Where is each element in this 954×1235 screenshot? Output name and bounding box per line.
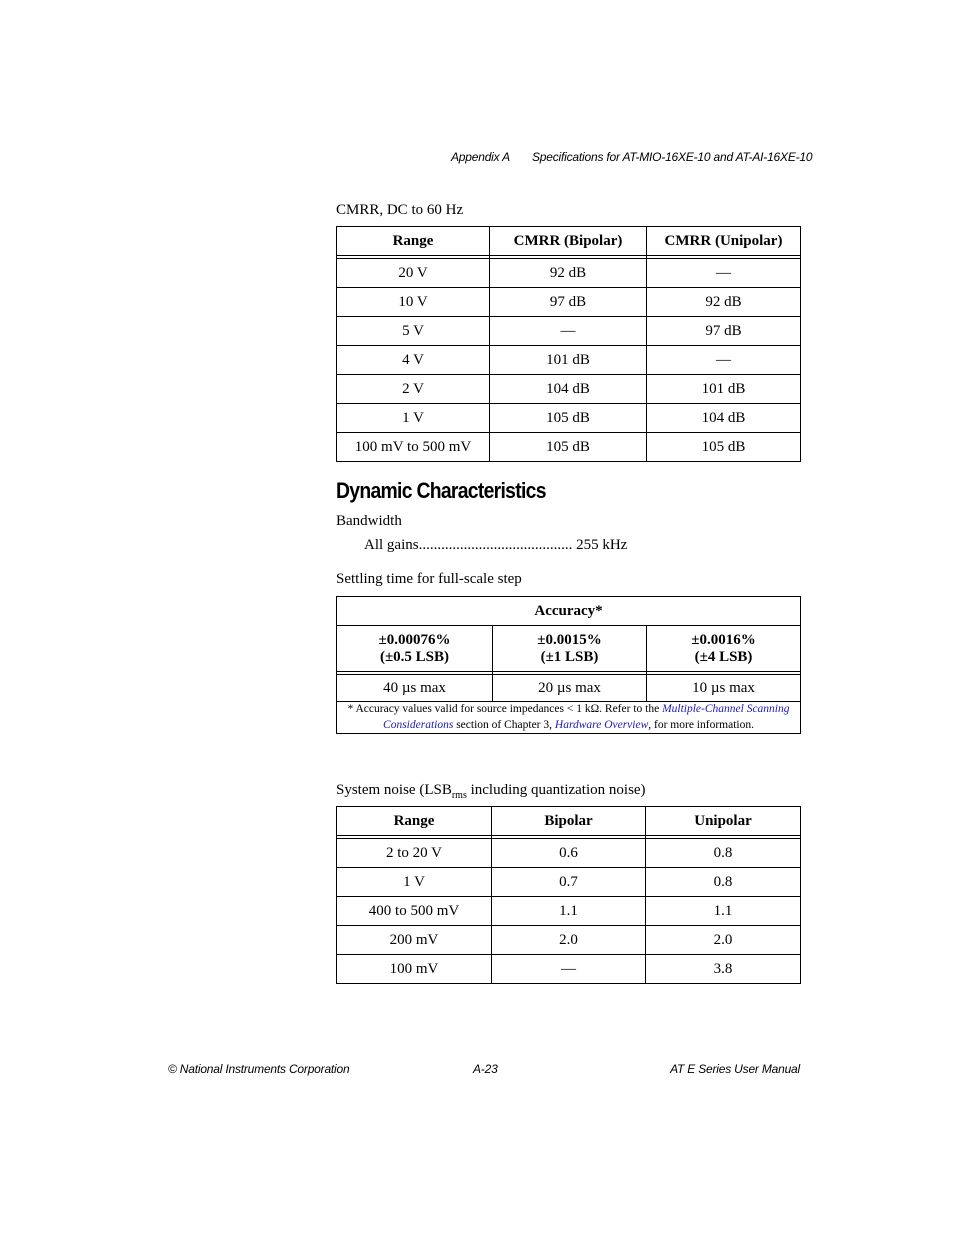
section-title: Dynamic Characteristics	[336, 478, 546, 503]
footer-manual-title: AT E Series User Manual	[670, 1062, 800, 1076]
table-cell: 92 dB	[647, 288, 801, 317]
table-cell: 0.7	[492, 868, 646, 897]
table-cell: 3.8	[646, 955, 801, 984]
all-gains-label: All gains	[364, 537, 419, 553]
table-cell: 20 µs max	[493, 675, 647, 702]
table-row	[337, 259, 801, 288]
table-header-row	[337, 597, 801, 626]
table-cell: 400 to 500 mV	[337, 897, 492, 926]
column-header: Range	[337, 227, 490, 256]
table-cell: 2 V	[337, 375, 490, 404]
table-cell: 101 dB	[647, 375, 801, 404]
table-row	[337, 288, 801, 317]
table-cell: 2 to 20 V	[337, 839, 492, 868]
table-cell: 0.8	[646, 839, 801, 868]
table-row	[337, 897, 801, 926]
table-row	[337, 839, 801, 868]
header-title: Specifications for AT-MIO-16XE-10 and AT-AI-16XE-10	[532, 150, 813, 164]
table-row	[337, 955, 801, 984]
table-row	[337, 702, 801, 734]
column-header: CMRR (Bipolar)	[490, 227, 647, 256]
table-row	[337, 675, 801, 702]
column-header: Range	[337, 807, 492, 836]
table-cell: 100 mV	[337, 955, 492, 984]
table-row	[337, 317, 801, 346]
table-cell: 2.0	[492, 926, 646, 955]
table-cell: —	[490, 317, 647, 346]
table-cell: 4 V	[337, 346, 490, 375]
table-cell: 104 dB	[490, 375, 647, 404]
table-cell: 200 mV	[337, 926, 492, 955]
header-appendix: Appendix A	[451, 150, 510, 164]
column-header: ±0.0015% (±1 LSB)	[493, 626, 647, 672]
leader-dots: .........................................	[418, 537, 573, 553]
table-header-row	[337, 227, 801, 256]
table-row	[337, 404, 801, 433]
hardware-overview-link[interactable]: Hardware Overview	[554, 718, 649, 731]
table-cell: 1.1	[646, 897, 801, 926]
table-cell: 101 dB	[490, 346, 647, 375]
footer-copyright: © National Instruments Corporation	[168, 1062, 350, 1076]
column-header: ±0.0016% (±4 LSB)	[647, 626, 801, 672]
table-row	[337, 868, 801, 897]
table-cell: 10 µs max	[647, 675, 801, 702]
noise-table	[336, 806, 801, 984]
table-cell: 0.6	[492, 839, 646, 868]
table-header-row	[337, 807, 801, 836]
table-cell: 10 V	[337, 288, 490, 317]
noise-caption: System noise ($LSB_{rms}$ including quantization noise)	[336, 782, 646, 801]
table-cell: 92 dB	[490, 259, 647, 288]
table-cell: 97 dB	[490, 288, 647, 317]
column-header: CMRR (Unipolar)	[647, 227, 801, 256]
accuracy-table	[336, 596, 801, 734]
table-cell: —	[492, 955, 646, 984]
table-row	[337, 433, 801, 462]
table-cell: 5 V	[337, 317, 490, 346]
table-cell: 97 dB	[647, 317, 801, 346]
table-cell: 1 V	[337, 868, 492, 897]
table-row	[337, 375, 801, 404]
settling-label: Settling time for full-scale step	[336, 571, 522, 587]
table-cell: —	[647, 259, 801, 288]
multiple-channel-link[interactable]: Multiple-Channel Scanning Considerations	[383, 703, 790, 731]
table-cell: 104 dB	[647, 404, 801, 433]
table-row	[337, 926, 801, 955]
table-cell: 40 µs max	[337, 675, 493, 702]
all-gains-line	[364, 536, 627, 554]
accuracy-footnote: * Accuracy values valid for source impedances < 1 kΩ. Refer to the Multiple-Channel Scanning Considerations section of Chapter 3, Hardware Overview, for more information.	[337, 702, 801, 734]
table-cell: 1 V	[337, 404, 490, 433]
table-cell: 105 dB	[490, 433, 647, 462]
column-header: Bipolar	[492, 807, 646, 836]
column-header: Unipolar	[646, 807, 801, 836]
page-number: A-23	[473, 1062, 498, 1076]
table-cell: 100 mV to 500 mV	[337, 433, 490, 462]
table-header-row	[337, 626, 801, 672]
all-gains-value: 255 kHz	[576, 537, 628, 553]
table-cell: —	[647, 346, 801, 375]
table-cell: 105 dB	[490, 404, 647, 433]
accuracy-title: Accuracy*	[337, 597, 801, 626]
table-cell: 2.0	[646, 926, 801, 955]
cmrr-caption: CMRR, DC to 60 Hz	[336, 202, 464, 218]
table-cell: 1.1	[492, 897, 646, 926]
bandwidth-label: Bandwidth	[336, 513, 402, 529]
table-cell: 105 dB	[647, 433, 801, 462]
cmrr-table	[336, 226, 801, 462]
column-header: ±0.00076% (±0.5 LSB)	[337, 626, 493, 672]
table-cell: 20 V	[337, 259, 490, 288]
table-cell: 0.8	[646, 868, 801, 897]
table-row	[337, 346, 801, 375]
